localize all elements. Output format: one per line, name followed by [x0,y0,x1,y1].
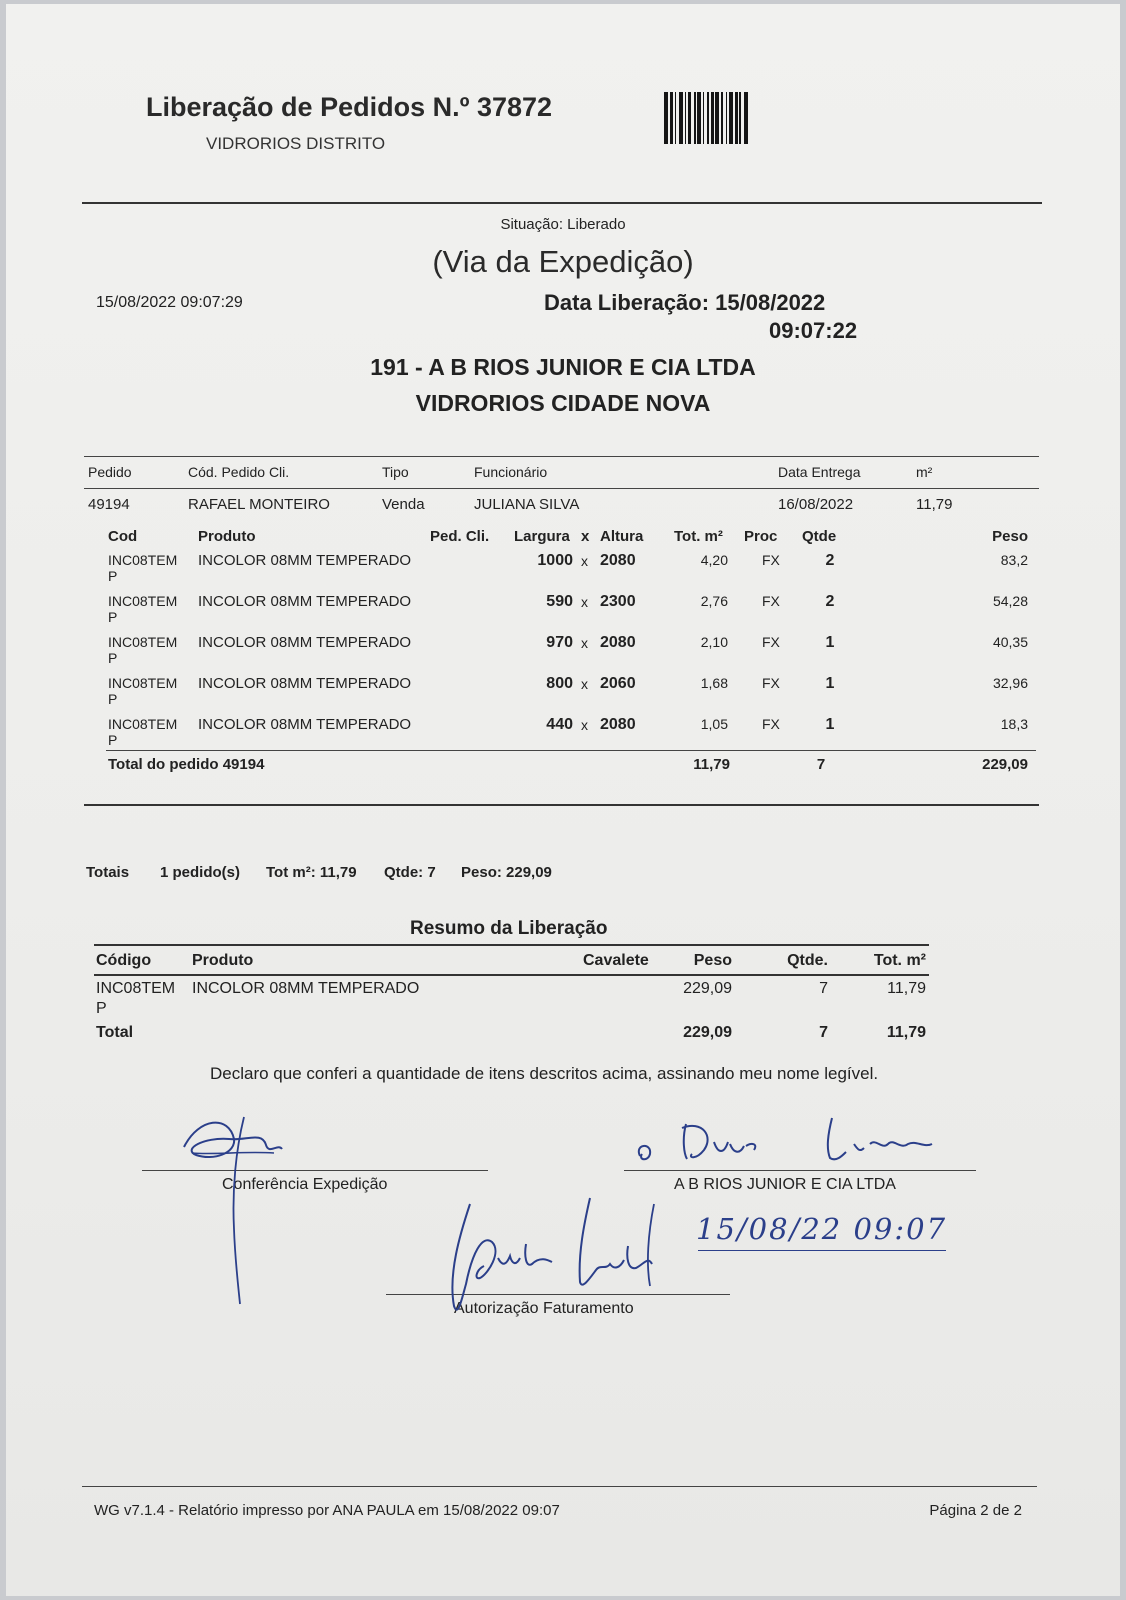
summary-col-peso: Peso [693,952,732,969]
item-code-suffix: P [108,650,118,666]
col-data-entrega: Data Entrega [778,464,861,480]
items-col-tot-m2: Tot. m² [674,528,723,545]
signature-autorizacao-icon [440,1194,670,1339]
footer-printed-by: WG v7.1.4 - Relatório impresso por ANA PAULA em 15/08/2022 09:07 [94,1502,560,1519]
issuer-company: VIDRORIOS DISTRITO [206,134,386,153]
signature-conferencia-icon [174,1109,294,1314]
item-tot-m2: 1,68 [700,675,728,691]
summary-total-tot-m2: 11,79 [886,1024,926,1041]
col-cod-pedido-cli: Cód. Pedido Cli. [188,464,290,480]
signature-client-icon [632,1114,972,1179]
totals-m2: Tot m²: 11,79 [266,864,357,881]
order-type: Venda [382,496,425,513]
items-col-ped-cli: Ped. Cli. [430,528,490,545]
item-proc: FX [762,634,780,650]
signature-label-autorizacao: Autorização Faturamento [454,1300,634,1317]
item-x: x [581,635,588,651]
col-tipo: Tipo [382,464,409,480]
item-tot-m2: 2,76 [700,593,728,609]
summary-col-codigo: Código [96,952,152,969]
item-qtde: 1 [825,634,835,651]
order-client-code: RAFAEL MONTEIRO [188,496,330,513]
order-m2: 11,79 [916,496,953,513]
col-pedido: Pedido [88,464,132,480]
item-proc: FX [762,552,780,568]
item-qtde: 2 [825,593,835,610]
divider [94,944,929,946]
items-col-peso: Peso [992,528,1028,545]
item-qtde: 2 [825,552,835,569]
col-funcionario: Funcionário [474,464,548,480]
item-product: INCOLOR 08MM TEMPERADO [198,634,412,651]
item-altura: 2300 [600,593,636,610]
item-largura: 440 [546,716,573,733]
copy-label: (Via da Expedição) [432,244,694,279]
item-peso: 18,3 [1000,716,1028,732]
item-product: INCOLOR 08MM TEMPERADO [198,675,412,692]
item-product: INCOLOR 08MM TEMPERADO [198,552,412,569]
print-datetime: 15/08/2022 09:07:29 [96,294,243,311]
totals-qtde: Qtde: 7 [384,864,436,881]
items-col-x: x [581,528,590,545]
item-proc: FX [762,716,780,732]
divider [84,488,1039,489]
items-col-produto: Produto [198,528,256,545]
item-code: INC08TEM [108,552,178,568]
situation: Situação: Liberado [500,216,626,233]
totals-label: Totais [86,864,130,881]
summary-col-qtde: Qtde. [787,952,828,969]
item-code-suffix: P [108,609,118,625]
divider [106,750,1036,751]
item-qtde: 1 [825,675,835,692]
item-code-suffix: P [108,568,118,584]
item-product: INCOLOR 08MM TEMPERADO [198,593,412,610]
divider [82,1486,1037,1487]
order-employee: JULIANA SILVA [474,496,580,513]
declaration-text: Declaro que conferi a quantidade de itens descritos acima, assinando meu nome legível. [210,1064,879,1083]
signature-label-client: A B RIOS JUNIOR E CIA LTDA [674,1176,896,1193]
item-tot-m2: 1,05 [700,716,728,732]
item-code-suffix: P [108,691,118,707]
client-store: VIDRORIOS CIDADE NOVA [415,390,711,416]
barcode-icon [664,92,834,144]
summary-row-product: INCOLOR 08MM TEMPERADO [192,980,420,997]
item-altura: 2080 [600,634,636,651]
item-product: INCOLOR 08MM TEMPERADO [198,716,412,733]
release-time: 09:07:22 [769,318,858,343]
summary-total-peso: 229,09 [683,1024,732,1041]
summary-row-tot-m2: 11,79 [887,980,926,997]
item-code: INC08TEM [108,593,178,609]
item-altura: 2080 [600,552,636,569]
summary-col-tot-m2: Tot. m² [873,952,926,969]
document-page [6,4,1120,1596]
order-total-peso: 229,09 [982,756,1028,773]
divider [94,974,929,976]
summary-total-label: Total [96,1024,134,1041]
item-code: INC08TEM [108,716,178,732]
summary-title: Resumo da Liberação [410,918,608,939]
item-x: x [581,553,588,569]
summary-row-qtde: 7 [819,980,828,997]
totals-orders: 1 pedido(s) [160,864,241,881]
item-altura: 2060 [600,675,636,692]
item-proc: FX [762,675,780,691]
item-largura: 970 [546,634,573,651]
item-code: INC08TEM [108,634,178,650]
divider [82,202,1042,204]
order-total-qtde: 7 [816,756,826,773]
items-col-cod: Cod [108,528,138,545]
summary-col-produto: Produto [192,952,254,969]
item-largura: 800 [546,675,573,692]
summary-col-cavalete: Cavalete [583,952,649,969]
item-peso: 54,28 [992,593,1028,609]
items-col-largura: Largura [514,528,570,545]
handwritten-underline [698,1250,946,1251]
item-peso: 83,2 [1000,552,1028,568]
divider [84,456,1039,457]
divider [84,804,1039,806]
item-largura: 590 [546,593,573,610]
item-code: INC08TEM [108,675,178,691]
footer-page-number: Página 2 de 2 [929,1502,1022,1519]
handwritten-date: 15/08/22 09:07 [696,1212,948,1246]
item-code-suffix: P [108,732,118,748]
item-largura: 1000 [537,552,573,569]
client-name: 191 - A B RIOS JUNIOR E CIA LTDA [370,354,756,380]
item-altura: 2080 [600,716,636,733]
item-tot-m2: 2,10 [700,634,728,650]
col-m2: m² [916,464,933,480]
order-delivery-date: 16/08/2022 [778,496,854,513]
summary-total-qtde: 7 [819,1024,828,1041]
release-date: Data Liberação: 15/08/2022 [544,290,826,315]
totals-peso: Peso: 229,09 [461,864,552,881]
document-title: Liberação de Pedidos N.º 37872 [146,92,553,122]
items-col-qtde: Qtde [802,528,837,545]
item-qtde: 1 [825,716,835,733]
item-x: x [581,594,588,610]
summary-row-code-2: P [96,1000,107,1017]
item-peso: 32,96 [992,675,1028,691]
summary-row-peso: 229,09 [683,980,732,997]
order-total-label: Total do pedido 49194 [108,756,265,773]
item-x: x [581,717,588,733]
items-col-proc: Proc [744,528,778,545]
item-tot-m2: 4,20 [700,552,728,568]
signature-label-conferencia: Conferência Expedição [222,1176,388,1193]
order-number: 49194 [88,496,130,513]
item-proc: FX [762,593,780,609]
item-x: x [581,676,588,692]
order-total-m2: 11,79 [693,756,730,773]
item-peso: 40,35 [992,634,1028,650]
items-col-altura: Altura [600,528,644,545]
summary-row-code-1: INC08TEM [96,980,176,997]
